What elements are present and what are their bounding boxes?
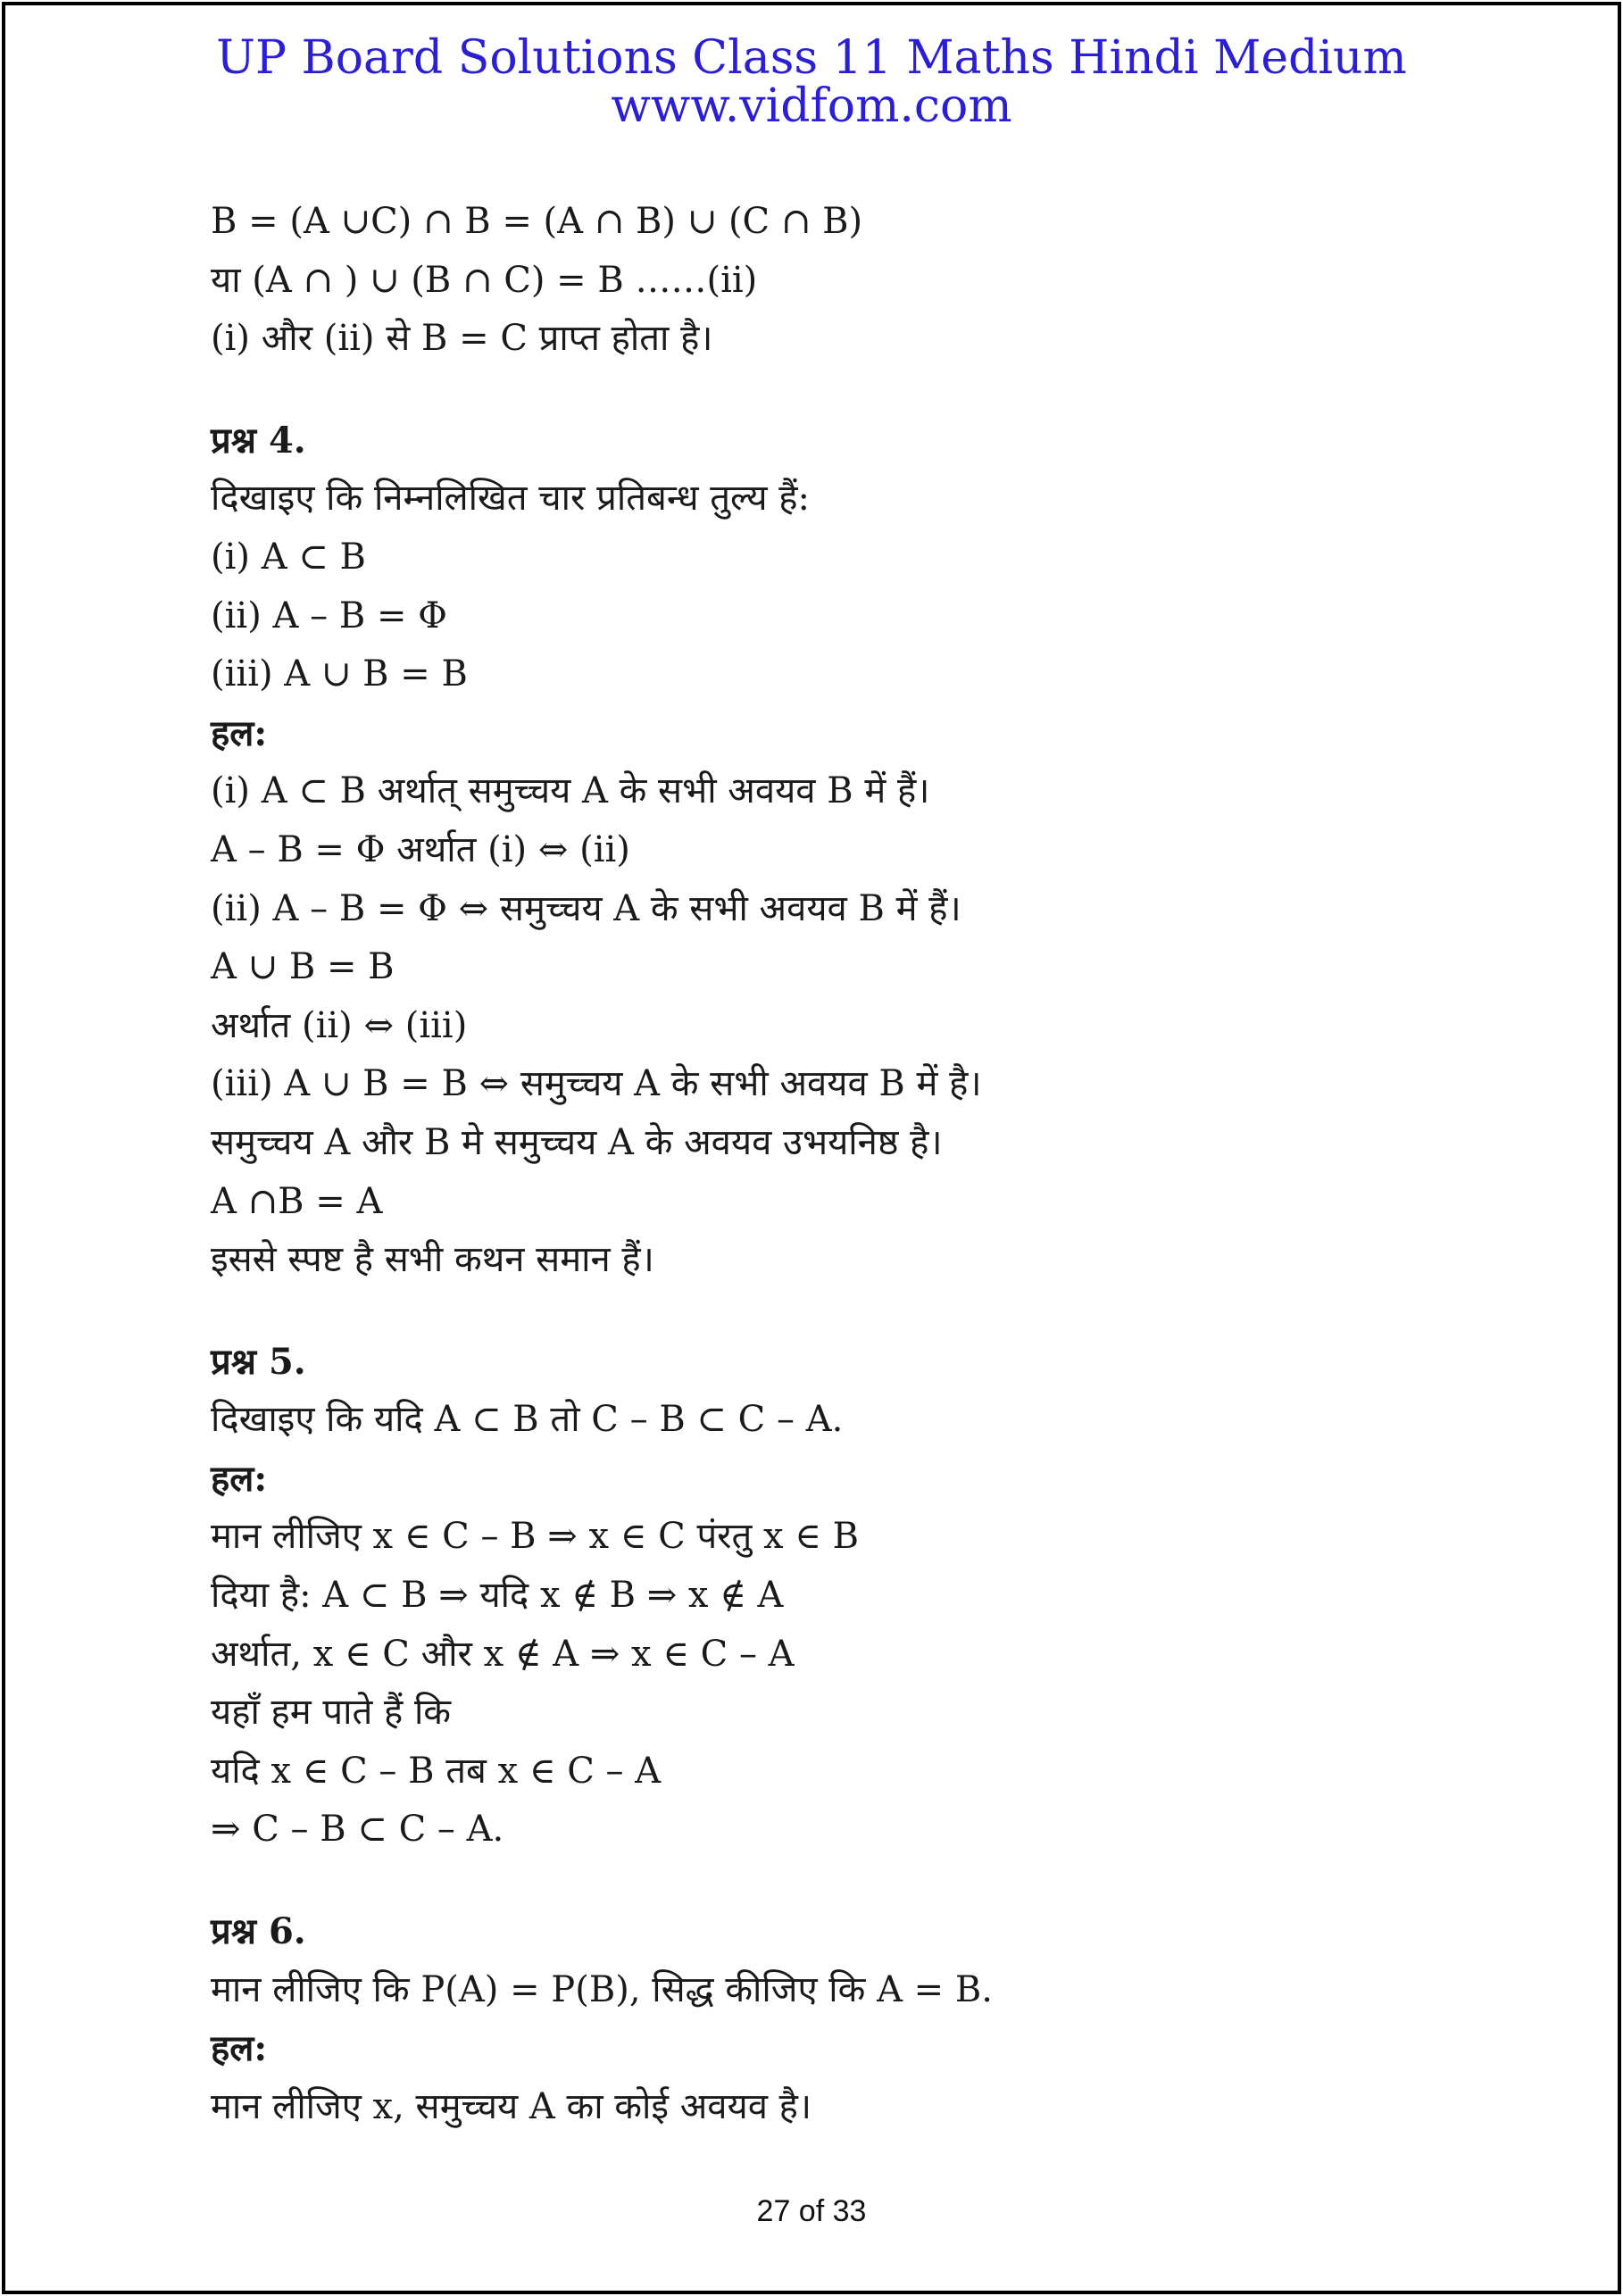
question-4-heading: प्रश्न 4. bbox=[211, 419, 306, 462]
question-6-solution-label: हल: bbox=[211, 2027, 268, 2070]
question-4-text: दिखाइए कि निम्नलिखित चार प्रतिबन्ध तुल्य हैं: bbox=[211, 478, 810, 520]
question-5-solution-label: हल: bbox=[211, 1457, 268, 1500]
question-5-text: दिखाइए कि यदि A ⊂ B तो C – B ⊂ C – A. bbox=[211, 1399, 844, 1441]
question-4-solution-line: अर्थात (ii) ⇔ (iii) bbox=[211, 1004, 468, 1046]
question-4-solution-line: A ∩B = A bbox=[211, 1180, 383, 1222]
page-indicator: 27 of 33 bbox=[756, 2194, 867, 2228]
question-6-solution-line: मान लीजिए x, समुच्चय A का कोई अवयव है। bbox=[211, 2085, 812, 2127]
question-4-text: (ii) A – B = Φ bbox=[211, 595, 447, 636]
page-header bbox=[0, 31, 1623, 133]
question-5-solution-line: अर्थात, x ∈ C और x ∉ A ⇒ x ∈ C – A bbox=[211, 1633, 795, 1675]
question-5-solution-line: ⇒ C – B ⊂ C – A. bbox=[211, 1809, 504, 1851]
question-5-solution-line: दिया है: A ⊂ B ⇒ यदि x ∉ B ⇒ x ∉ A bbox=[211, 1575, 784, 1617]
question-4-solution-line: समुच्चय A और B मे समुच्चय A के अवयव उभयनिष्ठ है। bbox=[211, 1121, 943, 1163]
question-4-text: (i) A ⊂ B bbox=[211, 536, 366, 578]
section-gap bbox=[211, 369, 1505, 412]
header-website: www.vidfom.com bbox=[611, 79, 1012, 133]
section-gap bbox=[211, 1859, 1505, 1902]
section-gap bbox=[211, 1290, 1505, 1333]
question-5-heading: प्रश्न 5. bbox=[211, 1340, 306, 1383]
intro-line: या (A ∩ ) ∪ (B ∩ C) = B ……(ii) bbox=[211, 259, 758, 301]
question-4-solution-line: इससे स्पष्ट है सभी कथन समान हैं। bbox=[211, 1239, 654, 1281]
question-4-solution-line: (ii) A – B = Φ ⇔ समुच्चय A के सभी अवयव B में हैं। bbox=[211, 887, 961, 929]
question-4-text: (iii) A ∪ B = B bbox=[211, 653, 468, 695]
question-5-solution-line: मान लीजिए x ∈ C – B ⇒ x ∈ C पंरतु x ∈ B bbox=[211, 1516, 860, 1558]
question-4-solution-label: हल: bbox=[211, 711, 268, 754]
question-6-heading: प्रश्न 6. bbox=[211, 1910, 306, 1953]
question-4-solution-line: (i) A ⊂ B अर्थात् समुच्चय A के सभी अवयव B में हैं। bbox=[211, 770, 930, 812]
question-4-solution-line: A ∪ B = B bbox=[211, 946, 395, 988]
question-4-solution-line: A – B = Φ अर्थात (i) ⇔ (ii) bbox=[211, 828, 630, 870]
question-6-text: मान लीजिए कि P(A) = P(B), सिद्ध कीजिए कि A = B. bbox=[211, 1968, 994, 2010]
question-5-solution-line: यदि x ∈ C – B तब x ∈ C – A bbox=[211, 1750, 662, 1792]
document-body bbox=[211, 193, 1505, 2136]
intro-line: (i) और (ii) से B = C प्राप्त होता है। bbox=[211, 318, 713, 360]
header-title: UP Board Solutions Class 11 Maths Hindi Medium bbox=[216, 31, 1407, 85]
intro-line: B = (A ∪C) ∩ B = (A ∩ B) ∪ (C ∩ B) bbox=[211, 201, 863, 242]
question-4-solution-line: (iii) A ∪ B = B ⇔ समुच्चय A के सभी अवयव B में है। bbox=[211, 1063, 982, 1105]
question-5-solution-line: यहाँ हम पाते हैं कि bbox=[211, 1692, 452, 1734]
